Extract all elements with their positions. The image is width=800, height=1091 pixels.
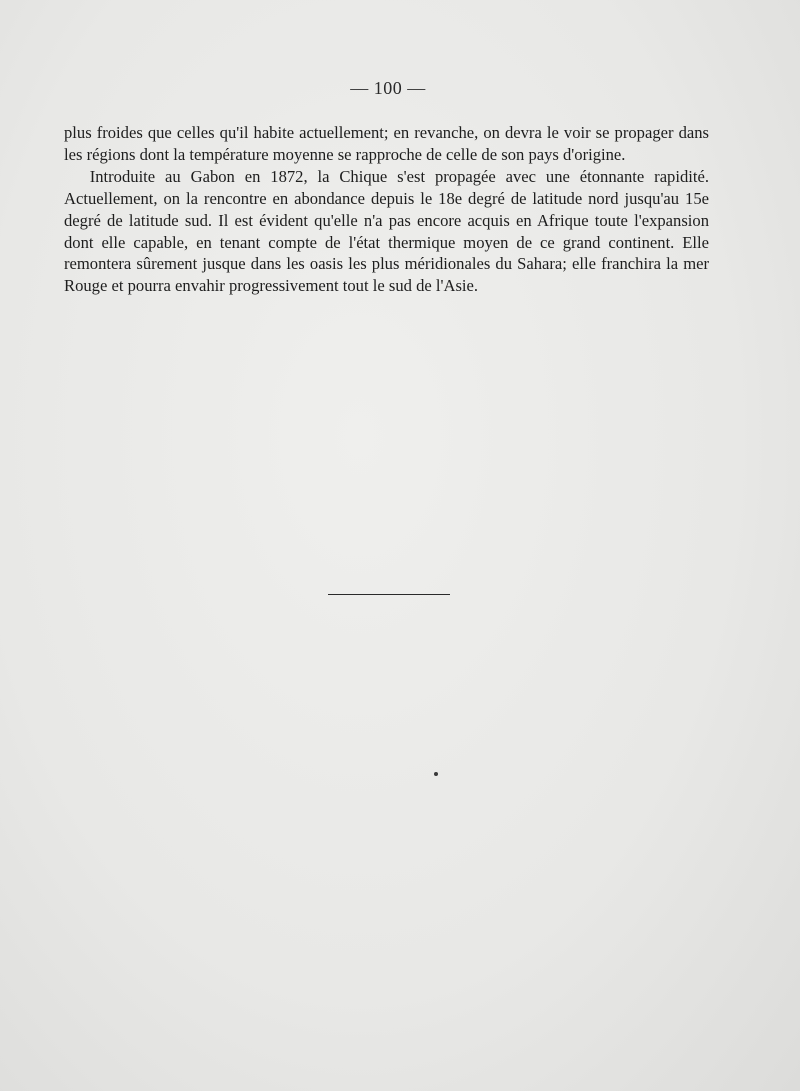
paragraph: Introduite au Gabon en 1872, la Chique s'est propagée avec une étonnante rapidité. Actuellement, on la rencontre en abondance depuis le 18e degré de latitude nord jusqu'au 15e degré de latitude sud. Il est évident qu'elle n'a pas encore acquis en Afrique toute l'expansion dont elle capable, en tenant compte de l'état thermique moyen de ce grand continent. Elle remontera sûrement jusque dans les oasis les plus méridionales du Sahara; elle franchira la mer Rouge et pourra envahir progressivement tout le sud de l'Asie. bbox=[64, 166, 709, 296]
page-number: — 100 — bbox=[350, 78, 426, 98]
body-text bbox=[64, 122, 709, 297]
section-end-rule bbox=[328, 594, 450, 595]
paper-speck bbox=[434, 772, 438, 776]
paragraph: plus froides que celles qu'il habite actuellement; en revanche, on devra le voir se propager dans les régions dont la température moyenne se rapproche de celle de son pays d'origine. bbox=[64, 123, 709, 164]
